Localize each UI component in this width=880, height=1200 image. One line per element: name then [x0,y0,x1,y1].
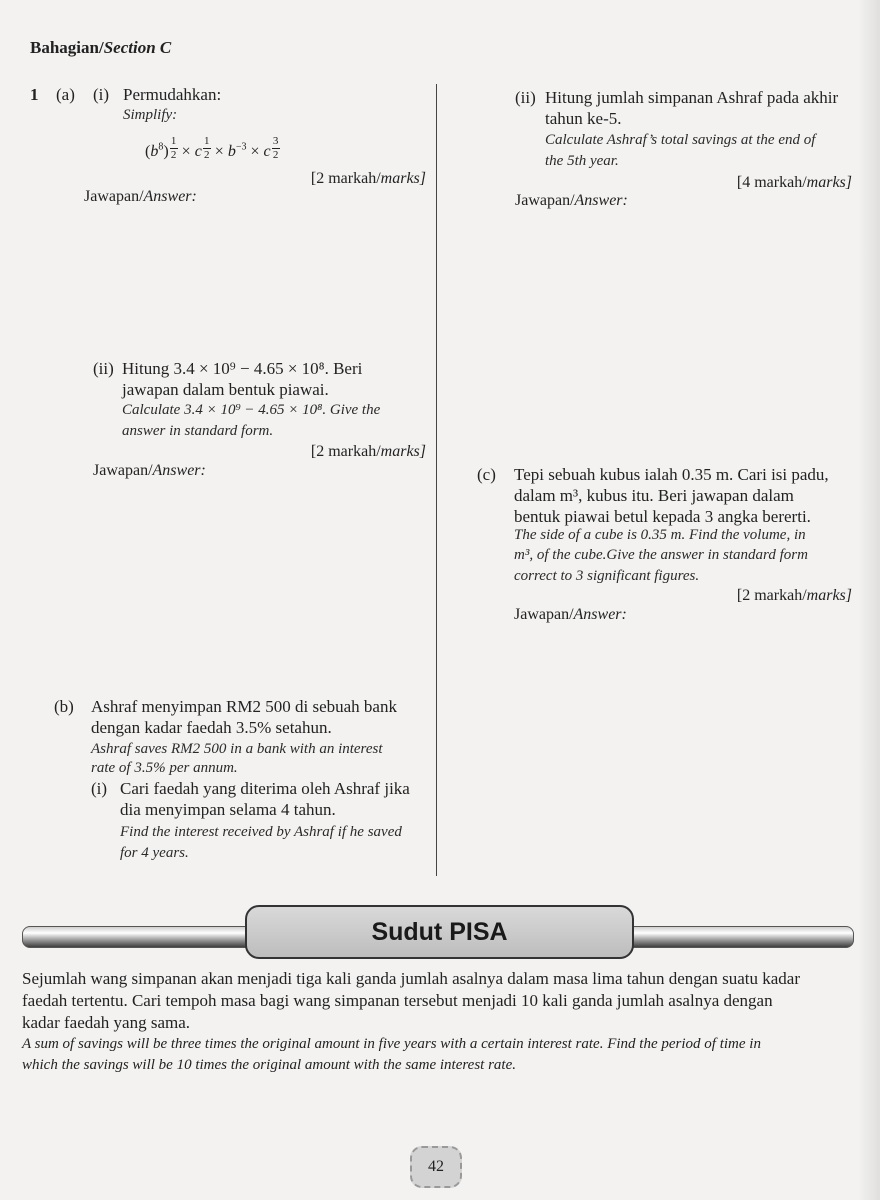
part-a-ii-ms-line2: jawapan dalam bentuk piawai. [122,380,329,399]
part-b-ii-marks: [4 markah/marks] [736,174,852,191]
part-b-ii-ms-line1: Hitung jumlah simpanan Ashraf pada akhir [545,88,839,107]
part-b-i-en-line1: Find the interest received by Ashraf if he saved [120,824,402,840]
part-a-ii-en-line1: Calculate 3.4 × 10⁹ − 4.65 × 10⁸. Give the [122,402,381,418]
part-a-ii-answer-label: Jawapan/Answer: [93,462,206,479]
page-edge [858,0,880,1200]
pisa-question-ms [22,968,842,1034]
part-c-en-line2: m³, of the cube.Give the answer in standard form [514,547,808,563]
part-b-ii-answer-label: Jawapan/Answer: [515,192,628,209]
part-b-ii-en-line2: the 5th year. [545,153,619,169]
part-c-answer-label: Jawapan/Answer: [514,606,627,623]
section-heading [30,38,171,58]
pisa-ms-line2: faedah tertentu. Cari tempoh masa bagi wang simpanan tersebut menjadi 10 kali ganda jumlah asalnya dengan [22,991,773,1010]
part-b-ii-en-line1: Calculate Ashraf’s total savings at the end of [545,132,816,148]
simplify-expression: $(b^8)$ $\frac{1}{2}$ × c $\frac{1}{2}$ × $b^{-3} \times c$ $\frac{3}{2}$ [145,135,279,161]
pisa-ms-line3: kadar faedah yang sama. [22,1013,191,1032]
part-b-en-line2: rate of 3.5% per annum. [91,760,238,776]
part-c-en-line3: correct to 3 significant figures. [514,568,700,584]
page-number: 42 [410,1146,462,1188]
column-divider [436,84,437,876]
part-a-ii-marks: [2 markah/marks] [310,443,426,460]
part-c-ms-line2: dalam m³, kubus itu. Beri jawapan dalam [514,486,794,505]
part-a-i-answer-label: Jawapan/Answer: [84,188,197,205]
part-c-marks: [2 markah/marks] [736,587,852,604]
part-a-i-en: Simplify: [123,107,178,123]
part-a-i-label: (i) [93,85,110,104]
part-a-ii-ms-line1: Hitung 3.4 × 10⁹ − 4.65 × 10⁸. Beri [122,359,363,378]
part-c-ms-line3: bentuk piawai betul kepada 3 angka bererti. [514,507,811,526]
pisa-question-en [22,1034,842,1076]
part-c-en-line1: The side of a cube is 0.35 m. Find the volume, in [514,527,806,543]
pisa-banner [245,905,634,959]
part-b-i-label: (i) [91,779,108,798]
part-a-label: (a) [56,85,75,104]
part-b-ii-label: (ii) [515,88,536,107]
part-a-i-ms: Permudahkan: [123,85,222,104]
part-a-ii-en-line2: answer in standard form. [122,423,274,439]
question-number: 1 [30,85,39,104]
pisa-en-line2: which the savings will be 10 times the original amount with the same interest rate. [22,1057,516,1073]
part-b-ms-line1: Ashraf menyimpan RM2 500 di sebuah bank [91,697,397,716]
section-heading-ms: Bahagian/ [30,38,104,57]
pisa-title: Sudut PISA [371,917,508,946]
part-c-ms-line1: Tepi sebuah kubus ialah 0.35 m. Cari isi padu, [514,465,829,484]
pisa-ms-line1: Sejumlah wang simpanan akan menjadi tiga kali ganda jumlah asalnya dalam masa lima tahun dengan suatu kadar [22,969,800,988]
part-b-i-ms-line1: Cari faedah yang diterima oleh Ashraf jika [120,779,410,798]
part-c-label: (c) [477,465,496,484]
part-b-label: (b) [54,697,74,716]
part-b-en-line1: Ashraf saves RM2 500 in a bank with an interest [91,741,383,757]
part-a-ii-label: (ii) [93,359,114,378]
part-b-ms-line2: dengan kadar faedah 3.5% setahun. [91,718,332,737]
part-b-ii-ms-line2: tahun ke-5. [545,109,622,128]
pisa-en-line1: A sum of savings will be three times the original amount in five years with a certain interest rate. Find the period of time in [22,1036,761,1052]
part-a-i-marks: [2 markah/marks] [310,170,426,187]
part-b-i-en-line2: for 4 years. [120,845,189,861]
part-b-i-ms-line2: dia menyimpan selama 4 tahun. [120,800,336,819]
section-heading-en: Section C [103,38,172,57]
